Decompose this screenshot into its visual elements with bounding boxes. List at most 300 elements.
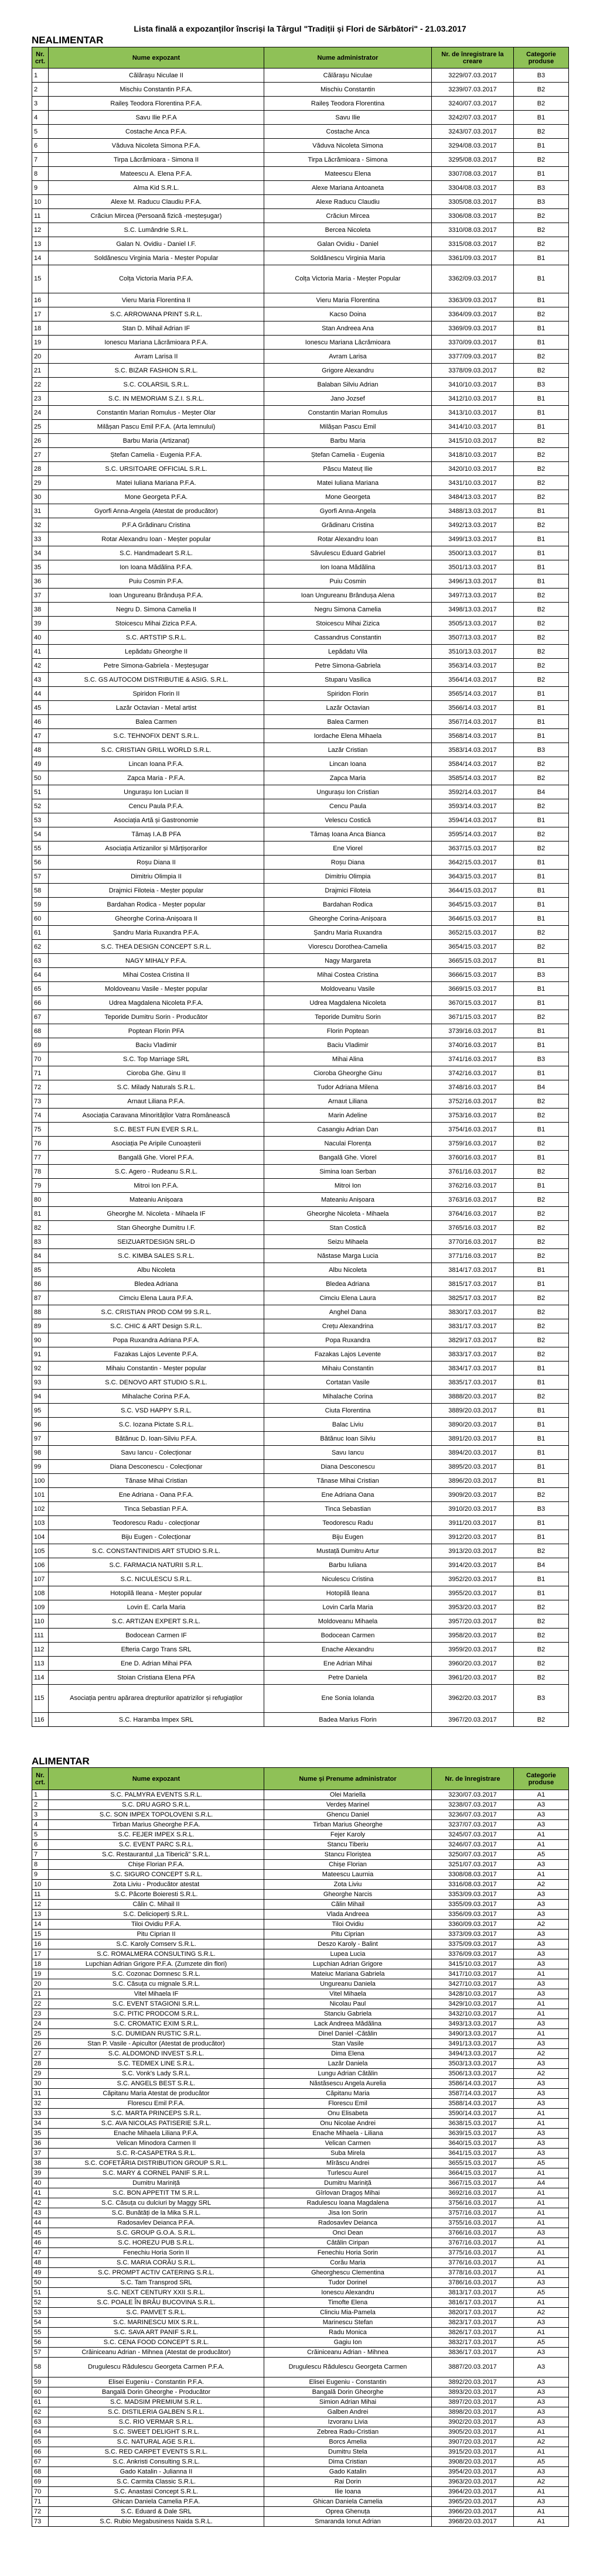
cell-exhibitor-name: S.C. IN MEMORIAM S.Z.I. S.R.L. [49, 392, 264, 406]
cell-exhibitor-name: S.C. Cozonac Domnesc S.R.L. [49, 1969, 264, 1979]
cell-category: A3 [514, 2278, 569, 2288]
cell-administrator: Stancu Tiberiu [264, 1840, 432, 1850]
cell-category: B2 [514, 757, 569, 771]
cell-exhibitor-name: Dumitru Mariniță [49, 2178, 264, 2188]
table-row [32, 2208, 569, 2218]
cell-category: A3 [514, 2039, 569, 2049]
cell-registration-number: 3230/07.03.2017 [432, 1790, 514, 1800]
cell-registration-number: 3364/09.03.2017 [432, 307, 514, 321]
cell-administrator: Ciuta Florentina [264, 1404, 432, 1418]
cell-registration-number: 3353/09.03.2017 [432, 1890, 514, 1900]
cell-registration-number: 3671/15.03.2017 [432, 1010, 514, 1024]
cell-exhibitor-name: Călărașu Niculae II [49, 69, 264, 83]
cell-exhibitor-name: Ioan Ungureanu Brândușa P.F.A. [49, 589, 264, 603]
cell-administrator: Bodocean Carmen [264, 1629, 432, 1643]
cell-administrator: Moldoveanu Mihaela [264, 1614, 432, 1629]
cell-administrator: Mustață Dumitru Artur [264, 1544, 432, 1558]
cell-registration-number: 3815/17.03.2017 [432, 1277, 514, 1291]
cell-exhibitor-name: Rotar Alexandru Ioan - Meșter popular [49, 532, 264, 546]
cell-administrator: Lungu Adrian Cătălin [264, 2069, 432, 2079]
cell-exhibitor-name: Bodocean Carmen IF [49, 1629, 264, 1643]
cell-administrator: Naculai Florența [264, 1137, 432, 1151]
cell-registration-number: 3415/10.03.2017 [432, 434, 514, 448]
cell-nr: 53 [32, 813, 49, 827]
cell-registration-number: 3742/16.03.2017 [432, 1066, 514, 1080]
cell-administrator: Smaranda Ionut Adrian [264, 2517, 432, 2527]
cell-category: A3 [514, 1939, 569, 1949]
cell-category: A3 [514, 2019, 569, 2029]
cell-administrator: Stuparu Vasilica [264, 673, 432, 687]
cell-exhibitor-name: S.C. RED CARPET EVENTS S.R.L. [49, 2447, 264, 2457]
cell-registration-number: 3767/16.03.2017 [432, 2238, 514, 2248]
cell-exhibitor-name: Biju Eugen - Colecționar [49, 1530, 264, 1544]
cell-category: B1 [514, 1432, 569, 1446]
cell-registration-number: 3836/17.03.2017 [432, 2348, 514, 2358]
cell-administrator: Dimitriu Olimpia [264, 870, 432, 884]
cell-nr: 66 [32, 996, 49, 1010]
cell-exhibitor-name: Ungurașu Ion Lucian II [49, 785, 264, 799]
table-row [32, 1474, 569, 1488]
cell-category: A3 [514, 2467, 569, 2477]
cell-registration-number: 3369/09.03.2017 [432, 321, 514, 336]
table-row [32, 336, 569, 350]
cell-administrator: Năstase Marga Lucia [264, 1249, 432, 1263]
cell-administrator: Iordache Elena Mihaela [264, 729, 432, 743]
cell-exhibitor-name: Gyorfi Anna-Angela (Atestat de producător) [49, 504, 264, 518]
cell-category: A1 [514, 2009, 569, 2019]
cell-registration-number: 3654/15.03.2017 [432, 940, 514, 954]
cell-nr: 64 [32, 968, 49, 982]
table-row [32, 2517, 569, 2527]
cell-nr: 55 [32, 841, 49, 856]
cell-category: A1 [514, 2258, 569, 2268]
cell-registration-number: 3670/15.03.2017 [432, 996, 514, 1010]
cell-administrator: Olei Mariella [264, 1790, 432, 1800]
cell-exhibitor-name: Asociația Caravana Minorităților Vatra Românească [49, 1109, 264, 1123]
cell-administrator: Bangală Dorin Gheorghe [264, 2387, 432, 2397]
cell-administrator: Velescu Costică [264, 813, 432, 827]
cell-registration-number: 3887/20.03.2017 [432, 2358, 514, 2377]
cell-category: A3 [514, 1900, 569, 1910]
table-row [32, 813, 569, 827]
cell-category: A1 [514, 2119, 569, 2129]
cell-category: B1 [514, 1376, 569, 1390]
cell-administrator: Ene Viorel [264, 841, 432, 856]
table-row [32, 462, 569, 476]
cell-administrator: Drugulescu Rădulescu Georgeta Carmen [264, 2358, 432, 2377]
table-row [32, 153, 569, 167]
cell-category: B2 [514, 1600, 569, 1614]
cell-administrator: Drajmici Filoteia [264, 884, 432, 898]
cell-category: B1 [514, 1460, 569, 1474]
cell-registration-number: 3494/13.03.2017 [432, 2049, 514, 2059]
table-row [32, 1629, 569, 1643]
table-row [32, 532, 569, 546]
cell-category: B2 [514, 1629, 569, 1643]
cell-category: B3 [514, 968, 569, 982]
cell-registration-number: 3897/20.03.2017 [432, 2397, 514, 2407]
cell-nr: 20 [32, 350, 49, 364]
cell-administrator: Ioan Ungureanu Brândușa Alena [264, 589, 432, 603]
cell-exhibitor-name: S.C. EVENT PARC S.R.L. [49, 1840, 264, 1850]
cell-nr: 109 [32, 1600, 49, 1614]
cell-exhibitor-name: Tiloi Ovidiu P.F.A. [49, 1920, 264, 1930]
cell-exhibitor-name: S.C. Căsuța cu mignale S.R.L. [49, 1979, 264, 1989]
cell-registration-number: 3953/20.03.2017 [432, 1600, 514, 1614]
header-nr: Nr. crt. [32, 1768, 49, 1790]
cell-nr: 84 [32, 1249, 49, 1263]
table-row [32, 1376, 569, 1390]
cell-nr: 72 [32, 1080, 49, 1094]
cell-administrator: Dumitru Stela [264, 2447, 432, 2457]
cell-registration-number: 3756/16.03.2017 [432, 2198, 514, 2208]
table-row [32, 1094, 569, 1109]
cell-nr: 13 [32, 237, 49, 251]
cell-category: B1 [514, 167, 569, 181]
table-row [32, 448, 569, 462]
cell-nr: 24 [32, 406, 49, 420]
table-row [32, 1502, 569, 1516]
cell-administrator: Văduva Nicoleta Simona [264, 139, 432, 153]
cell-category: B2 [514, 841, 569, 856]
cell-registration-number: 3566/14.03.2017 [432, 701, 514, 715]
cell-exhibitor-name: S.C. Căsuța cu dulciuri by Maggy SRL [49, 2198, 264, 2208]
cell-category: A3 [514, 2079, 569, 2089]
table-row [32, 490, 569, 504]
cell-category: B2 [514, 799, 569, 813]
cell-nr: 42 [32, 659, 49, 673]
cell-category: A3 [514, 1800, 569, 1810]
cell-nr: 27 [32, 448, 49, 462]
cell-nr: 8 [32, 1860, 49, 1870]
cell-administrator: Tirpa Lăcrămioara - Simona [264, 153, 432, 167]
cell-category: B2 [514, 1207, 569, 1221]
cell-exhibitor-name: Zapca Maria - P.F.A. [49, 771, 264, 785]
table-row [32, 2238, 569, 2248]
cell-administrator: Dima Cristian [264, 2457, 432, 2467]
cell-nr: 111 [32, 1629, 49, 1643]
cell-administrator: Lincan Ioana [264, 757, 432, 771]
table-row [32, 2258, 569, 2268]
cell-administrator: Tudor Dorinel [264, 2278, 432, 2288]
table-row [32, 1880, 569, 1890]
cell-registration-number: 3967/20.03.2017 [432, 1713, 514, 1727]
cell-exhibitor-name: S.C. CRISTIAN GRILL WORLD S.R.L. [49, 743, 264, 757]
cell-nr: 7 [32, 1850, 49, 1860]
cell-registration-number: 3905/20.03.2017 [432, 2427, 514, 2437]
table-row [32, 617, 569, 631]
cell-exhibitor-name: Poptean Florin PFA [49, 1024, 264, 1038]
table-row [32, 2447, 569, 2457]
cell-exhibitor-name: Ionescu Mariana Lăcrămioara P.F.A. [49, 336, 264, 350]
cell-administrator: Bercea Nicoleta [264, 223, 432, 237]
table-row [32, 940, 569, 954]
table-row [32, 2039, 569, 2049]
cell-administrator: Nicolau Paul [264, 1999, 432, 2009]
cell-exhibitor-name: Hotopilă Ileana - Meșter popular [49, 1586, 264, 1600]
cell-exhibitor-name: S.C. Delicioperți S.R.L. [49, 1910, 264, 1920]
cell-exhibitor-name: S.C. Restaurantul „La Tiberică" S.R.L. [49, 1850, 264, 1860]
cell-registration-number: 3414/10.03.2017 [432, 420, 514, 434]
cell-registration-number: 3770/16.03.2017 [432, 1235, 514, 1249]
cell-registration-number: 3507/13.03.2017 [432, 631, 514, 645]
cell-nr: 70 [32, 2487, 49, 2497]
cell-category: B1 [514, 982, 569, 996]
cell-category: A5 [514, 2158, 569, 2168]
cell-category: A3 [514, 2348, 569, 2358]
table-nealimentar [32, 47, 569, 1727]
cell-administrator: Mone Georgeta [264, 490, 432, 504]
table-row [32, 701, 569, 715]
cell-category: B2 [514, 448, 569, 462]
cell-registration-number: 3832/17.03.2017 [432, 2338, 514, 2348]
cell-registration-number: 3639/15.03.2017 [432, 2129, 514, 2139]
cell-category: B3 [514, 195, 569, 209]
cell-administrator: Bledea Adriana [264, 1277, 432, 1291]
table-row [32, 378, 569, 392]
cell-registration-number: 3304/08.03.2017 [432, 181, 514, 195]
cell-administrator: Barbu Iuliana [264, 1558, 432, 1572]
cell-registration-number: 3909/20.03.2017 [432, 1488, 514, 1502]
cell-category: B2 [514, 1319, 569, 1333]
cell-registration-number: 3305/08.03.2017 [432, 195, 514, 209]
cell-nr: 64 [32, 2427, 49, 2437]
cell-administrator: Simina Ioan Serban [264, 1165, 432, 1179]
cell-administrator: Casangiu Adrian Dan [264, 1123, 432, 1137]
cell-category: B2 [514, 307, 569, 321]
cell-nr: 47 [32, 2248, 49, 2258]
cell-exhibitor-name: Udrea Magdalena Nicoleta P.F.A. [49, 996, 264, 1010]
cell-registration-number: 3814/17.03.2017 [432, 1263, 514, 1277]
cell-registration-number: 3498/13.03.2017 [432, 603, 514, 617]
cell-nr: 73 [32, 2517, 49, 2527]
cell-nr: 6 [32, 1840, 49, 1850]
cell-administrator: Mihaiu Constantin [264, 1361, 432, 1376]
table-row [32, 659, 569, 673]
cell-registration-number: 3952/20.03.2017 [432, 1572, 514, 1586]
cell-nr: 71 [32, 2497, 49, 2507]
cell-nr: 61 [32, 2397, 49, 2407]
cell-category: B1 [514, 1361, 569, 1376]
cell-category: B1 [514, 729, 569, 743]
table-row [32, 1361, 569, 1376]
cell-exhibitor-name: Savu Ilie P.F.A [49, 111, 264, 125]
cell-category: B1 [514, 392, 569, 406]
cell-administrator: Mateescu Laurnia [264, 1870, 432, 1880]
cell-administrator: Barbu Maria [264, 434, 432, 448]
cell-category: A3 [514, 2387, 569, 2397]
cell-nr: 87 [32, 1291, 49, 1305]
cell-administrator: Fazakas Lajos Levente [264, 1347, 432, 1361]
table-row [32, 2109, 569, 2119]
table-row [32, 898, 569, 912]
cell-registration-number: 3242/07.03.2017 [432, 111, 514, 125]
cell-category: A1 [514, 2188, 569, 2198]
table-row [32, 97, 569, 111]
cell-category: B2 [514, 434, 569, 448]
cell-exhibitor-name: S.C. AVA NICOLAS PATISERIE S.R.L. [49, 2119, 264, 2129]
cell-category: B4 [514, 1080, 569, 1094]
cell-nr: 37 [32, 589, 49, 603]
cell-exhibitor-name: S.C. NATURAL AGE S.R.L. [49, 2437, 264, 2447]
table-row [32, 1614, 569, 1629]
cell-category: B2 [514, 1109, 569, 1123]
cell-nr: 37 [32, 2149, 49, 2158]
cell-registration-number: 3356/09.03.2017 [432, 1910, 514, 1920]
cell-nr: 22 [32, 1999, 49, 2009]
cell-category: A5 [514, 2338, 569, 2348]
cell-registration-number: 3957/20.03.2017 [432, 1614, 514, 1629]
table-row [32, 2387, 569, 2397]
table-row [32, 1404, 569, 1418]
cell-exhibitor-name: S.C. PROMPT ACTIV CATERING S.R.L. [49, 2268, 264, 2278]
cell-registration-number: 3308/08.03.2017 [432, 1870, 514, 1880]
cell-administrator: Spiridon Florin [264, 687, 432, 701]
cell-nr: 30 [32, 490, 49, 504]
table-row [32, 2119, 569, 2129]
cell-exhibitor-name: Asociația Artizanilor și Mărțișorarilor [49, 841, 264, 856]
cell-category: A1 [514, 2248, 569, 2258]
cell-category: B2 [514, 490, 569, 504]
cell-registration-number: 3564/14.03.2017 [432, 673, 514, 687]
cell-exhibitor-name: Zota Liviu - Producător atestat [49, 1880, 264, 1890]
table-header-row [32, 1768, 569, 1790]
cell-registration-number: 3373/09.03.2017 [432, 1930, 514, 1939]
cell-administrator: Crețu Alexandrina [264, 1319, 432, 1333]
table-row [32, 2427, 569, 2437]
cell-exhibitor-name: S.C. COFETĂRIA DISTRIBUTION GROUP S.R.L. [49, 2158, 264, 2168]
cell-registration-number: 3759/16.03.2017 [432, 1137, 514, 1151]
cell-administrator: Nagy Margareta [264, 954, 432, 968]
cell-administrator: Roșu Diana [264, 856, 432, 870]
cell-nr: 27 [32, 2049, 49, 2059]
cell-category: B2 [514, 1333, 569, 1347]
cell-administrator: Dinel Daniel -Cătălin [264, 2029, 432, 2039]
cell-nr: 17 [32, 1949, 49, 1959]
cell-exhibitor-name: Enache Mihaela Liliana P.F.A. [49, 2129, 264, 2139]
cell-nr: 3 [32, 1810, 49, 1820]
cell-category: B2 [514, 350, 569, 364]
cell-category: B1 [514, 1151, 569, 1165]
cell-category: B4 [514, 785, 569, 799]
cell-exhibitor-name: Cencu Paula P.F.A. [49, 799, 264, 813]
cell-nr: 69 [32, 2477, 49, 2487]
cell-administrator: Lovin Carla Maria [264, 1600, 432, 1614]
table-row [32, 771, 569, 785]
cell-exhibitor-name: S.C. SIGURO CONCEPT S.R.L. [49, 1870, 264, 1880]
cell-registration-number: 3251/07.03.2017 [432, 1860, 514, 1870]
cell-administrator: Lupchian Adrian Grigore [264, 1959, 432, 1969]
cell-registration-number: 3595/14.03.2017 [432, 827, 514, 841]
table-row [32, 420, 569, 434]
cell-nr: 14 [32, 1920, 49, 1930]
cell-category: A1 [514, 2268, 569, 2278]
table-row [32, 1586, 569, 1600]
cell-category: B1 [514, 293, 569, 307]
table-header-row [32, 47, 569, 69]
cell-exhibitor-name: S.C. NEXT CENTURY XXII S.R.L. [49, 2288, 264, 2298]
cell-administrator: Ionescu Mariana Lăcrămioara [264, 336, 432, 350]
table-row [32, 715, 569, 729]
header-category: Categorie produse [514, 1768, 569, 1790]
cell-administrator: Mihalache Corina [264, 1390, 432, 1404]
cell-nr: 51 [32, 785, 49, 799]
cell-category: B1 [514, 1179, 569, 1193]
cell-nr: 113 [32, 1657, 49, 1671]
cell-administrator: Gîrlovan Dragoș Mihai [264, 2188, 432, 2198]
cell-nr: 104 [32, 1530, 49, 1544]
cell-administrator: Puiu Cosmin [264, 574, 432, 589]
table-row [32, 2079, 569, 2089]
cell-administrator: Vlada Andreea [264, 1910, 432, 1920]
cell-registration-number: 3888/20.03.2017 [432, 1390, 514, 1404]
cell-registration-number: 3823/17.03.2017 [432, 2318, 514, 2328]
cell-exhibitor-name: S.C. ALDOMOND INVEST S.R.L. [49, 2049, 264, 2059]
cell-exhibitor-name: Soldănescu Virginia Maria - Meșter Popular [49, 251, 264, 265]
cell-exhibitor-name: S.C. Handmadeart S.R.L. [49, 546, 264, 560]
cell-nr: 5 [32, 125, 49, 139]
cell-nr: 91 [32, 1347, 49, 1361]
cell-registration-number: 3955/20.03.2017 [432, 1586, 514, 1600]
cell-nr: 45 [32, 2228, 49, 2238]
cell-administrator: Șandru Maria Ruxandra [264, 926, 432, 940]
cell-category: B2 [514, 1643, 569, 1657]
table-row [32, 1830, 569, 1840]
table-row [32, 912, 569, 926]
table-row [32, 1193, 569, 1207]
cell-registration-number: 3825/17.03.2017 [432, 1291, 514, 1305]
cell-nr: 49 [32, 757, 49, 771]
cell-registration-number: 3307/08.03.2017 [432, 167, 514, 181]
cell-registration-number: 3306/08.03.2017 [432, 209, 514, 223]
cell-nr: 31 [32, 2089, 49, 2099]
cell-administrator: Zota Liviu [264, 1880, 432, 1890]
cell-category: A3 [514, 1890, 569, 1900]
cell-administrator: Gheorghe Narcis [264, 1890, 432, 1900]
cell-nr: 42 [32, 2198, 49, 2208]
cell-administrator: Dumitru Mariniță [264, 2178, 432, 2188]
cell-administrator: Gagiu Ion [264, 2338, 432, 2348]
cell-exhibitor-name: Bledea Adriana [49, 1277, 264, 1291]
cell-nr: 68 [32, 2467, 49, 2477]
table-row [32, 560, 569, 574]
cell-exhibitor-name: Ene D. Adrian Mihai PFA [49, 1657, 264, 1671]
cell-exhibitor-name: Colța Victoria Maria P.F.A. [49, 265, 264, 293]
cell-exhibitor-name: Matei Iuliana Mariana P.F.A. [49, 476, 264, 490]
cell-administrator: Costache Anca [264, 125, 432, 139]
table-row [32, 434, 569, 448]
cell-nr: 18 [32, 1959, 49, 1969]
table-row [32, 1319, 569, 1333]
cell-category: A3 [514, 2059, 569, 2069]
cell-exhibitor-name: SEIZUARTDESIGN SRL-D [49, 1235, 264, 1249]
cell-registration-number: 3295/08.03.2017 [432, 153, 514, 167]
table-row [32, 729, 569, 743]
table-row [32, 603, 569, 617]
table-row [32, 2019, 569, 2029]
cell-exhibitor-name: S.C. Carmita Classic S.R.L. [49, 2477, 264, 2487]
cell-exhibitor-name: S.C. Karoly Comserv S.R.L. [49, 1939, 264, 1949]
cell-nr: 67 [32, 1010, 49, 1024]
cell-administrator: Jisa Ion Sorin [264, 2208, 432, 2218]
cell-registration-number: 3567/14.03.2017 [432, 715, 514, 729]
cell-exhibitor-name: Vitel Mihaela IF [49, 1989, 264, 1999]
cell-nr: 48 [32, 2258, 49, 2268]
cell-exhibitor-name: NAGY MIHALY P.F.A. [49, 954, 264, 968]
cell-category: A3 [514, 2129, 569, 2139]
cell-category: A3 [514, 2397, 569, 2407]
cell-exhibitor-name: P.F.A Grădinaru Cristina [49, 518, 264, 532]
